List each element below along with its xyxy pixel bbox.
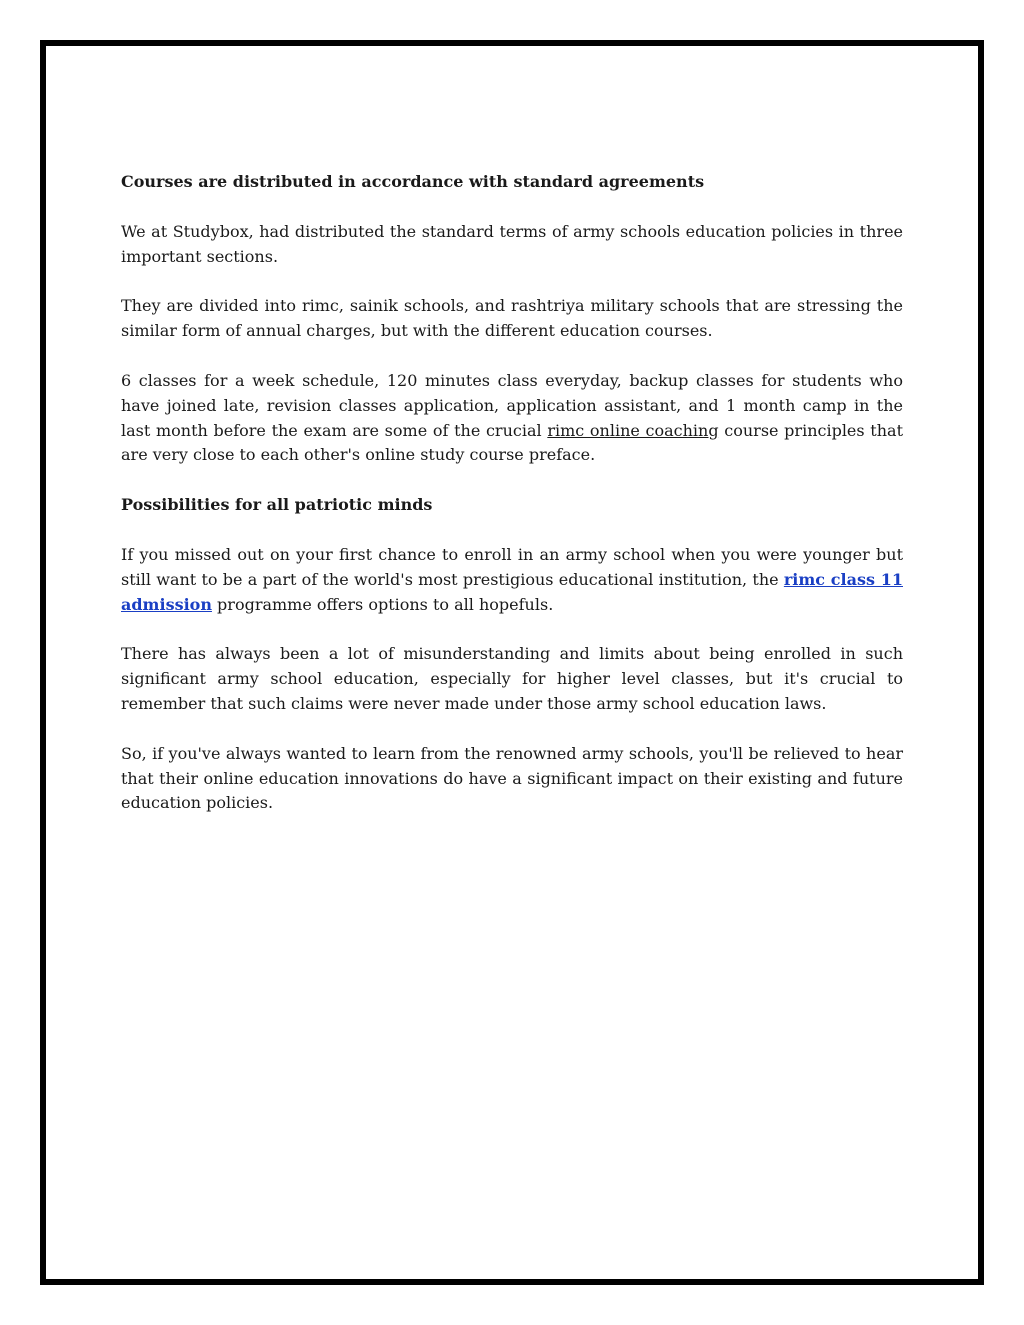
rimc-online-coaching-link[interactable]: rimc online coaching <box>547 420 719 440</box>
paragraph-text: 6 classes for a week schedule, 120 minutes class everyday, backup classes for students who have joined late, revision classes application, application assistant, and 1 month camp in the last month before the exam are some of the crucial <box>121 370 903 440</box>
paragraph-admission <box>121 543 903 617</box>
paragraph-course-principles <box>121 369 903 468</box>
rimc-class-11-admission-link[interactable]: rimc class 11 admission <box>121 569 903 614</box>
section-heading-possibilities: Possibilities for all patriotic minds <box>121 495 433 515</box>
paragraph-conclusion: So, if you've always wanted to learn from the renowned army schools, you'll be relieved to hear that their online education innovations do have a significant impact on their existing and future education policies. <box>121 743 903 813</box>
section-heading-courses: Courses are distributed in accordance with standard agreements <box>121 172 705 191</box>
paragraph-misunderstanding: There has always been a lot of misunderstanding and limits about being enrolled in such significant army school education, especially for higher level classes, but it's crucial to remember that such claims were never made under those army school education laws. <box>121 644 903 713</box>
paragraph-text: course principles that are very close to each other's online study course preface. <box>121 420 904 465</box>
document-body <box>121 170 903 841</box>
paragraph-text: If you missed out on your first chance to enroll in an army school when you were younger but still want to be a part of the world's most prestigious educational institution, the <box>121 544 903 589</box>
paragraph-studybox-intro: We at Studybox, had distributed the standard terms of army schools education policies in three important sections. <box>121 221 903 266</box>
paragraph-school-types: They are divided into rimc, sainik schools, and rashtriya military schools that are stressing the similar form of annual charges, but with the different education courses. <box>121 296 903 341</box>
paragraph-text: programme offers options to all hopefuls. <box>211 594 554 614</box>
